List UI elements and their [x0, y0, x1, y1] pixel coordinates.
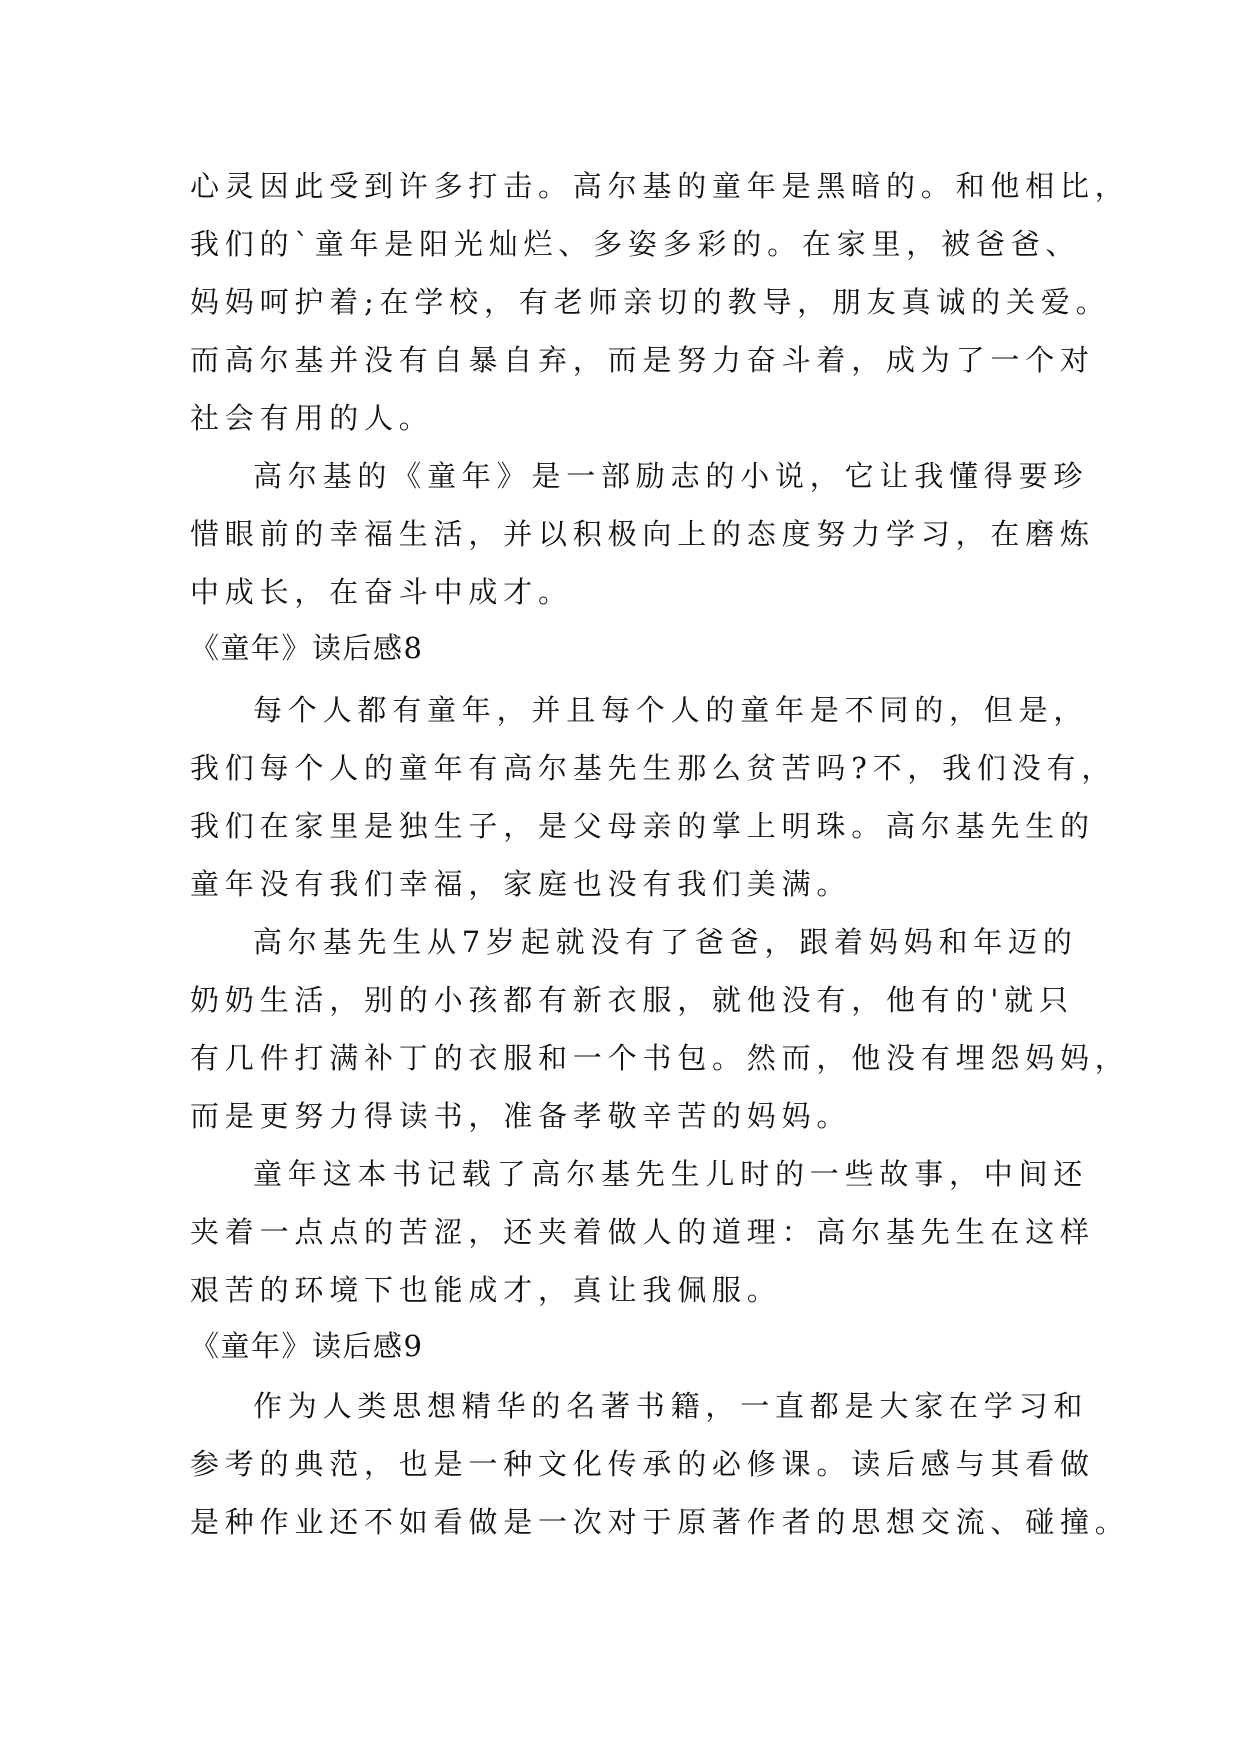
text-line: 妈妈呵护着;在学校，有老师亲切的教导，朋友真诚的关爱。: [190, 285, 1111, 319]
paragraph-first-line: 每个人都有童年，并且每个人的童年是不同的，但是，: [253, 693, 1089, 727]
text-line: 我们在家里是独生子，是父母亲的掌上明珠。高尔基先生的: [190, 809, 1095, 843]
text-line: 是种作业还不如看做是一次对于原著作者的思想交流、碰撞。: [190, 1505, 1130, 1539]
text-line: 我们的`童年是阳光灿烂、多姿多彩的。在家里，被爸爸、: [190, 227, 1081, 261]
text-line: 中成长，在奋斗中成才。: [190, 575, 573, 609]
text-line: 艰苦的环境下也能成才，真让我佩服。: [190, 1273, 782, 1307]
section-heading: 《童年》读后感9: [190, 1329, 424, 1363]
text-line: 心灵因此受到许多打击。高尔基的童年是黑暗的。和他相比，: [190, 169, 1130, 203]
text-line: 奶奶生活，别的小孩都有新衣服，就他没有，他有的'就只: [190, 983, 1074, 1017]
text-line: 而高尔基并没有自暴自弃，而是努力奋斗着，成为了一个对: [190, 343, 1095, 377]
text-line: 我们每个人的童年有高尔基先生那么贫苦吗?不，我们没有，: [190, 751, 1117, 785]
paragraph-first-line: 高尔基的《童年》是一部励志的小说，它让我懂得要珍: [253, 459, 1089, 493]
paragraph-first-line: 高尔基先生从7岁起就没有了爸爸，跟着妈妈和年迈的: [253, 925, 1078, 959]
paragraph-first-line: 作为人类思想精华的名著书籍，一直都是大家在学习和: [253, 1389, 1089, 1423]
paragraph-first-line: 童年这本书记载了高尔基先生儿时的一些故事，中间还: [253, 1157, 1089, 1191]
section-heading: 《童年》读后感8: [190, 631, 424, 665]
text-line: 夹着一点点的苦涩，还夹着做人的道理：高尔基先生在这样: [190, 1215, 1095, 1249]
text-line: 童年没有我们幸福，家庭也没有我们美满。: [190, 867, 852, 901]
text-line: 而是更努力得读书，准备孝敬辛苦的妈妈。: [190, 1099, 852, 1133]
text-line: 有几件打满补丁的衣服和一个书包。然而，他没有埋怨妈妈，: [190, 1041, 1130, 1075]
text-line: 参考的典范，也是一种文化传承的必修课。读后感与其看做: [190, 1447, 1095, 1481]
text-line: 社会有用的人。: [190, 401, 434, 435]
text-line: 惜眼前的幸福生活，并以积极向上的态度努力学习，在磨炼: [190, 517, 1095, 551]
